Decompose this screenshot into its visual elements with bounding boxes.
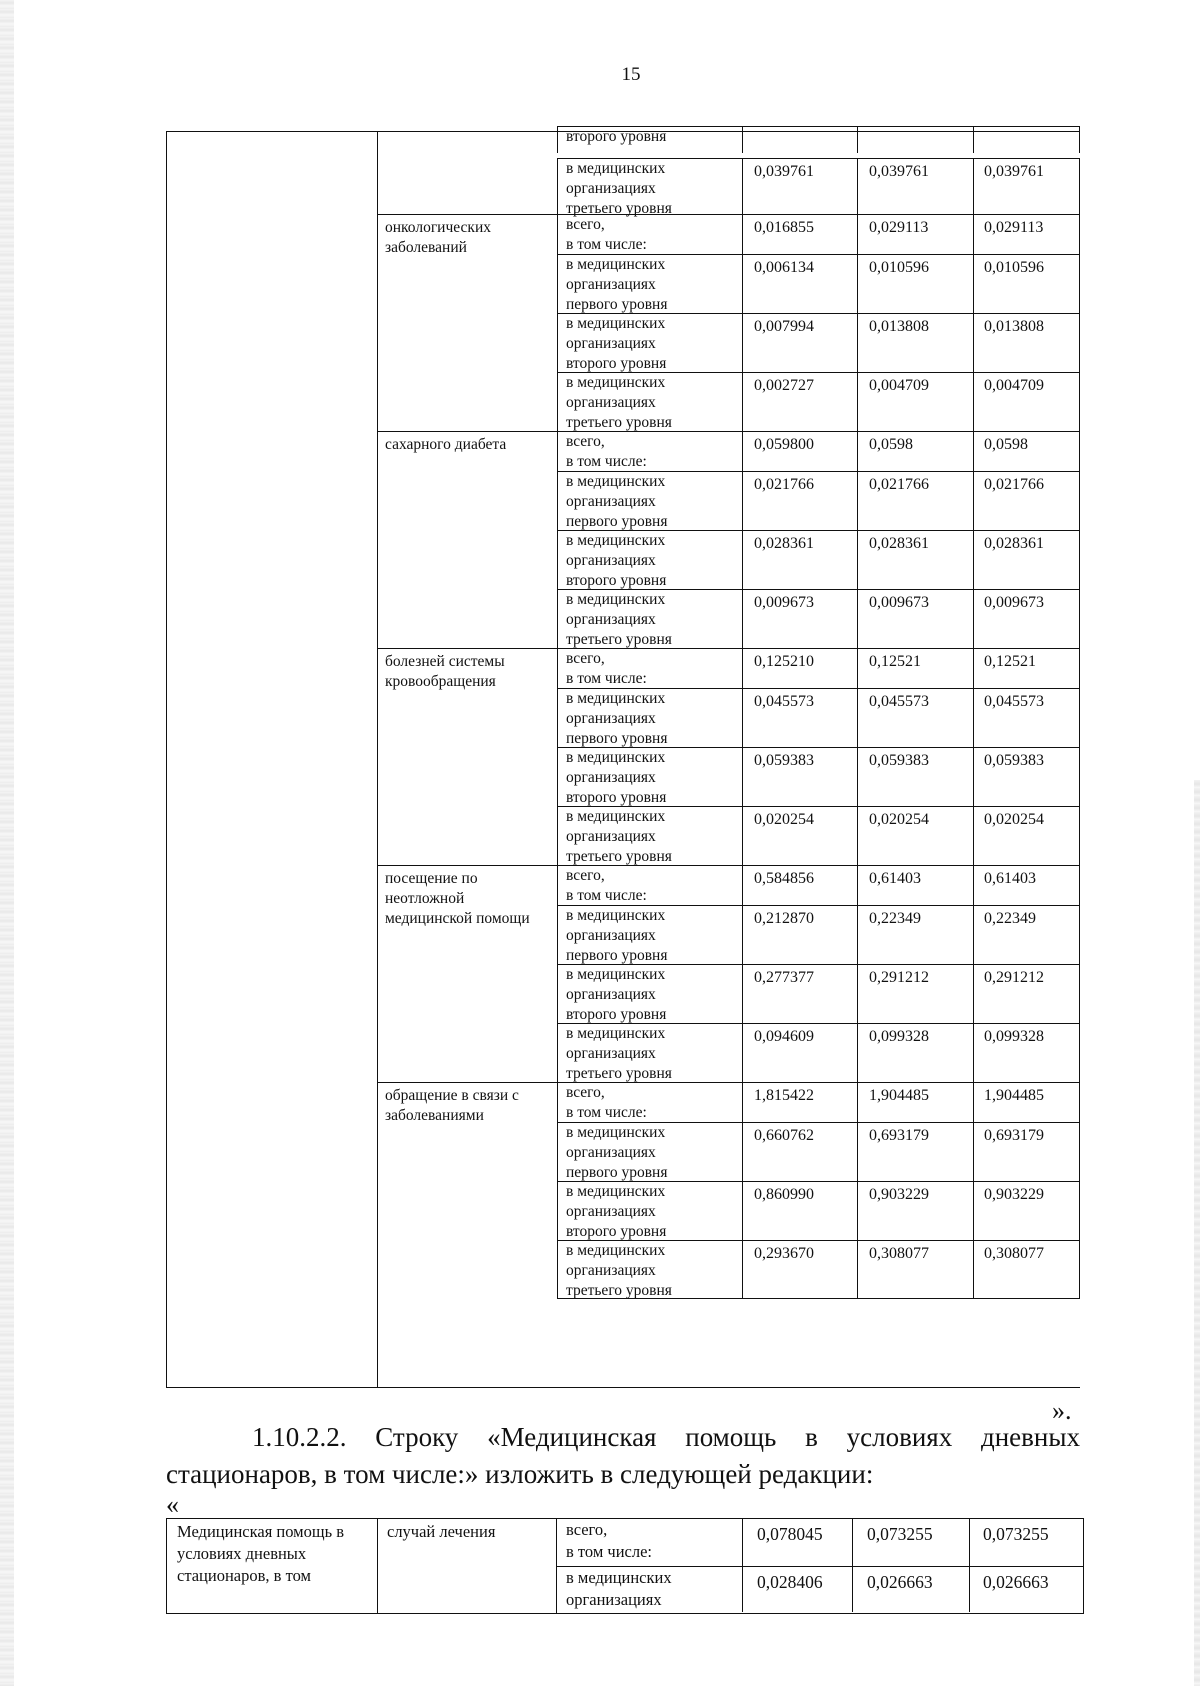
cell-border (742, 906, 743, 964)
value-cell: 0,277377 (754, 969, 814, 986)
row-group (377, 431, 557, 648)
cell-border (973, 649, 974, 688)
row-label: в медицинских организациях первого уровня (566, 473, 668, 530)
cell-border (973, 159, 974, 214)
table-row (556, 1519, 1083, 1566)
table-row (557, 1240, 1080, 1299)
cell-border (1079, 314, 1080, 372)
cell-border (969, 1519, 970, 1566)
value-cell: 0,12521 (984, 653, 1036, 670)
row-label: всего, в том числе: (566, 867, 647, 904)
cell-border (1079, 866, 1080, 905)
cell-border (742, 373, 743, 431)
value-cell: 0,903229 (984, 1186, 1044, 1203)
cell-border (973, 965, 974, 1023)
cell-border (973, 1241, 974, 1298)
value-cell: 0,059800 (754, 436, 814, 453)
cell-border (557, 215, 558, 254)
cell-border (857, 1024, 858, 1082)
cell-border (973, 472, 974, 530)
table-row (557, 747, 1080, 806)
value-cell: 0,291212 (984, 969, 1044, 986)
row-label: в медицинских организациях третьего уровня (566, 591, 672, 648)
value-cell: 0,099328 (984, 1028, 1044, 1045)
cell-border (973, 807, 974, 865)
cell-border (742, 1182, 743, 1240)
value-cell: 0,006134 (754, 259, 814, 276)
scan-edge-right (1194, 780, 1200, 1686)
row-group (377, 214, 557, 431)
table-row (557, 688, 1080, 747)
cell-border (857, 432, 858, 471)
cell-border (742, 1083, 743, 1122)
value-cell: 0,021766 (984, 476, 1044, 493)
value-cell: 0,61403 (869, 870, 921, 887)
cell-border (857, 906, 858, 964)
value-cell: 0,026663 (867, 1572, 933, 1592)
cell-border (1079, 255, 1080, 313)
table-row (557, 589, 1080, 648)
column-divider (377, 1519, 378, 1613)
cell-border (969, 1567, 970, 1612)
cell-border (557, 432, 558, 471)
cell-border (742, 531, 743, 589)
cell-border (557, 965, 558, 1023)
value-cell: 1,904485 (984, 1087, 1044, 1104)
cell-border (973, 590, 974, 648)
row-label: всего, в том числе: (566, 433, 647, 470)
row-group (377, 1082, 557, 1299)
cell-border (742, 866, 743, 905)
value-cell: 0,029113 (984, 219, 1044, 236)
cell-border (1079, 649, 1080, 688)
cell-border (557, 127, 558, 153)
cell-border (857, 1123, 858, 1181)
row-label: в медицинских организациях (566, 1568, 672, 1609)
row-label: всего, в том числе: (566, 1520, 653, 1561)
cell-border (1079, 1083, 1080, 1122)
cell-border (557, 1123, 558, 1181)
value-cell: 0,293670 (754, 1245, 814, 1262)
cell-border (973, 866, 974, 905)
cell-border (1079, 472, 1080, 530)
cell-border (557, 649, 558, 688)
value-cell: 0,693179 (869, 1127, 929, 1144)
cell-border (557, 866, 558, 905)
table-row (557, 1082, 1080, 1122)
value-cell: 1,904485 (869, 1087, 929, 1104)
table-row (557, 126, 1080, 153)
row-group (377, 865, 557, 1082)
closing-quote: ». (1052, 1396, 1072, 1425)
cell-border (857, 866, 858, 905)
cell-border (742, 432, 743, 471)
cell-border (557, 807, 558, 865)
row-label: всего, в том числе: (566, 1084, 647, 1121)
cell-border (973, 1083, 974, 1122)
value-cell: 0,010596 (984, 259, 1044, 276)
cell-border (557, 373, 558, 431)
cell-border (857, 748, 858, 806)
value-cell: 0,013808 (869, 318, 929, 335)
opening-quote: « (166, 1490, 179, 1519)
row-label: в медицинских организациях второго уровня (566, 1183, 667, 1240)
cell-border (557, 255, 558, 313)
value-cell: 0,61403 (984, 870, 1036, 887)
cell-border (973, 432, 974, 471)
cell-border (742, 159, 743, 214)
cell-border (857, 255, 858, 313)
value-cell: 0,039761 (869, 163, 929, 180)
cell-border (1079, 1024, 1080, 1082)
cell-border (742, 649, 743, 688)
cell-border (1079, 906, 1080, 964)
cell-border (557, 314, 558, 372)
row-label: всего, в том числе: (566, 650, 647, 687)
cell-border (973, 373, 974, 431)
cell-border (557, 1024, 558, 1082)
paragraph (166, 1419, 1080, 1493)
row-label: всего, в том числе: (566, 216, 647, 253)
cell-border (1079, 215, 1080, 254)
table-row (557, 158, 1080, 217)
value-cell: 0,004709 (984, 377, 1044, 394)
row-label: в медицинских организациях второго уровня (566, 315, 667, 372)
cell-border (973, 906, 974, 964)
cell-border (557, 689, 558, 747)
value-cell: 0,009673 (984, 594, 1044, 611)
cell-border (742, 127, 743, 153)
value-cell: 0,078045 (757, 1524, 823, 1544)
cell-border (973, 127, 974, 153)
table-row (557, 806, 1080, 865)
value-cell: 0,073255 (983, 1524, 1049, 1544)
cell-border (973, 531, 974, 589)
cell-border (1079, 748, 1080, 806)
cell-border (557, 748, 558, 806)
cell-border (857, 590, 858, 648)
group-label: онкологических заболеваний (385, 219, 491, 256)
row-group (377, 131, 557, 214)
value-cell: 0,021766 (869, 476, 929, 493)
cell-border (973, 1123, 974, 1181)
value-cell: 0,009673 (869, 594, 929, 611)
cell-border (557, 159, 558, 214)
cell-border (857, 1241, 858, 1298)
value-cell: 0,860990 (754, 1186, 814, 1203)
row-label: второго уровня (566, 128, 667, 145)
cell-border (557, 1182, 558, 1240)
value-cell: 0,903229 (869, 1186, 929, 1203)
table-row (557, 431, 1080, 471)
table-row (557, 905, 1080, 964)
cell-border (1079, 1123, 1080, 1181)
value-cell: 0,010596 (869, 259, 929, 276)
value-cell: 0,22349 (984, 910, 1036, 927)
value-cell: 0,059383 (984, 752, 1044, 769)
row-label: в медицинских организациях первого уровня (566, 256, 668, 313)
value-cell: 0,308077 (869, 1245, 929, 1262)
cell-border (973, 1182, 974, 1240)
group-label: посещение по неотложной медицинской помощи (385, 870, 530, 927)
cell-border (742, 590, 743, 648)
group-label: сахарного диабета (385, 436, 507, 453)
value-cell: 0,0598 (984, 436, 1028, 453)
row-label: в медицинских организациях третьего уровня (566, 1025, 672, 1082)
value-cell: 0,013808 (984, 318, 1044, 335)
value-cell: 0,094609 (754, 1028, 814, 1045)
value-cell: 0,212870 (754, 910, 814, 927)
cell-border (557, 531, 558, 589)
value-cell: 0,026663 (983, 1572, 1049, 1592)
cell-border (1079, 689, 1080, 747)
cell-border (857, 689, 858, 747)
cell-border (557, 590, 558, 648)
cell-border (742, 1241, 743, 1298)
cell-border (742, 1024, 743, 1082)
value-cell: 0,584856 (754, 870, 814, 887)
value-cell: 0,028361 (754, 535, 814, 552)
table-row (557, 254, 1080, 313)
cell-border (742, 314, 743, 372)
value-cell: 0,009673 (754, 594, 814, 611)
cell-border (857, 215, 858, 254)
table-row (557, 1023, 1080, 1082)
cell-border (1079, 1241, 1080, 1298)
cell-border (857, 965, 858, 1023)
cell-border (742, 1567, 743, 1612)
cell-border (742, 807, 743, 865)
value-cell: 0,016855 (754, 219, 814, 236)
value-cell: 0,007994 (754, 318, 814, 335)
row-label: в медицинских организациях первого уровня (566, 907, 668, 964)
value-cell: 0,073255 (867, 1524, 933, 1544)
cell-border (1079, 432, 1080, 471)
value-cell: 0,002727 (754, 377, 814, 394)
value-cell: 0,045573 (869, 693, 929, 710)
cell-border (742, 1519, 743, 1566)
scan-edge-left (0, 0, 14, 1686)
row-label: в медицинских организациях второго уровня (566, 749, 667, 806)
cell-border (1079, 373, 1080, 431)
value-cell: 0,308077 (984, 1245, 1044, 1262)
table-row (557, 214, 1080, 254)
value-cell: 0,028361 (984, 535, 1044, 552)
cell-border (1079, 127, 1080, 153)
row-label: в медицинских организациях третьего уровня (566, 808, 672, 865)
value-cell: 0,021766 (754, 476, 814, 493)
cell-border (857, 127, 858, 153)
cell-border (973, 748, 974, 806)
cell-border (973, 255, 974, 313)
lower-category-cell: Медицинская помощь в условиях дневных стационаров, в том (177, 1522, 345, 1585)
cell-border (1079, 965, 1080, 1023)
value-cell: 0,059383 (869, 752, 929, 769)
table-row (557, 865, 1080, 905)
table-row (557, 648, 1080, 688)
table-row (557, 964, 1080, 1023)
value-cell: 0,004709 (869, 377, 929, 394)
value-cell: 0,028406 (757, 1572, 823, 1592)
table-row (557, 530, 1080, 589)
cell-border (742, 255, 743, 313)
value-cell: 0,0598 (869, 436, 913, 453)
cell-border (973, 215, 974, 254)
table-row (557, 1181, 1080, 1240)
value-cell: 0,22349 (869, 910, 921, 927)
group-label: болезней системы кровообращения (385, 653, 505, 690)
cell-border (557, 1241, 558, 1298)
table-row (557, 372, 1080, 431)
cell-border (857, 472, 858, 530)
cell-border (973, 1024, 974, 1082)
row-label: в медицинских организациях первого уровня (566, 690, 668, 747)
page-number: 15 (621, 64, 641, 85)
cell-border (852, 1519, 853, 1566)
value-cell: 0,099328 (869, 1028, 929, 1045)
value-cell: 0,039761 (754, 163, 814, 180)
value-cell: 0,12521 (869, 653, 921, 670)
value-cell: 0,020254 (754, 811, 814, 828)
cell-border (1079, 1182, 1080, 1240)
cell-border (742, 1123, 743, 1181)
cell-border (973, 314, 974, 372)
cell-border (857, 159, 858, 214)
cell-border (857, 373, 858, 431)
cell-border (857, 531, 858, 589)
cell-border (857, 649, 858, 688)
paragraph-number: 1.10.2.2. (252, 1422, 347, 1452)
cell-border (742, 472, 743, 530)
value-cell: 0,028361 (869, 535, 929, 552)
value-cell: 0,029113 (869, 219, 929, 236)
cell-border (557, 472, 558, 530)
row-label: в медицинских организациях третьего уровня (566, 1242, 672, 1299)
value-cell: 0,020254 (984, 811, 1044, 828)
row-label: в медицинских организациях третьего уровня (566, 374, 672, 431)
table-row (556, 1566, 1083, 1612)
cell-border (742, 748, 743, 806)
table-row (557, 471, 1080, 530)
upper-table (166, 128, 1080, 1388)
cell-border (557, 1083, 558, 1122)
row-label: в медицинских организациях второго уровня (566, 532, 667, 589)
row-label: в медицинских организациях второго уровня (566, 966, 667, 1023)
table-row (557, 1122, 1080, 1181)
cell-border (1079, 531, 1080, 589)
cell-border (973, 689, 974, 747)
row-group (377, 648, 557, 865)
paragraph-body: Строку «Медицинская помощь в условиях дневных стационаров, в том числе:» изложить в следующей редакции: (166, 1422, 1081, 1489)
value-cell: 1,815422 (754, 1087, 814, 1104)
cell-border (1079, 159, 1080, 214)
value-cell: 0,125210 (754, 653, 814, 670)
cell-border (742, 215, 743, 254)
value-cell: 0,059383 (754, 752, 814, 769)
lower-table (166, 1518, 1084, 1614)
value-cell: 0,693179 (984, 1127, 1044, 1144)
row-label: в медицинских организациях третьего уровня (566, 160, 672, 217)
row-label: в медицинских организациях первого уровня (566, 1124, 668, 1181)
cell-border (742, 965, 743, 1023)
table-row (557, 313, 1080, 372)
cell-border (852, 1567, 853, 1612)
lower-unit-cell: случай лечения (387, 1522, 496, 1541)
group-label: обращение в связи с заболеваниями (385, 1087, 519, 1124)
value-cell: 0,039761 (984, 163, 1044, 180)
value-cell: 0,291212 (869, 969, 929, 986)
cell-border (857, 1182, 858, 1240)
value-cell: 0,020254 (869, 811, 929, 828)
value-cell: 0,045573 (984, 693, 1044, 710)
value-cell: 0,045573 (754, 693, 814, 710)
cell-border (742, 689, 743, 747)
cell-border (857, 314, 858, 372)
cell-border (557, 906, 558, 964)
cell-border (857, 807, 858, 865)
cell-border (1079, 590, 1080, 648)
value-cell: 0,660762 (754, 1127, 814, 1144)
cell-border (1079, 807, 1080, 865)
cell-border (857, 1083, 858, 1122)
